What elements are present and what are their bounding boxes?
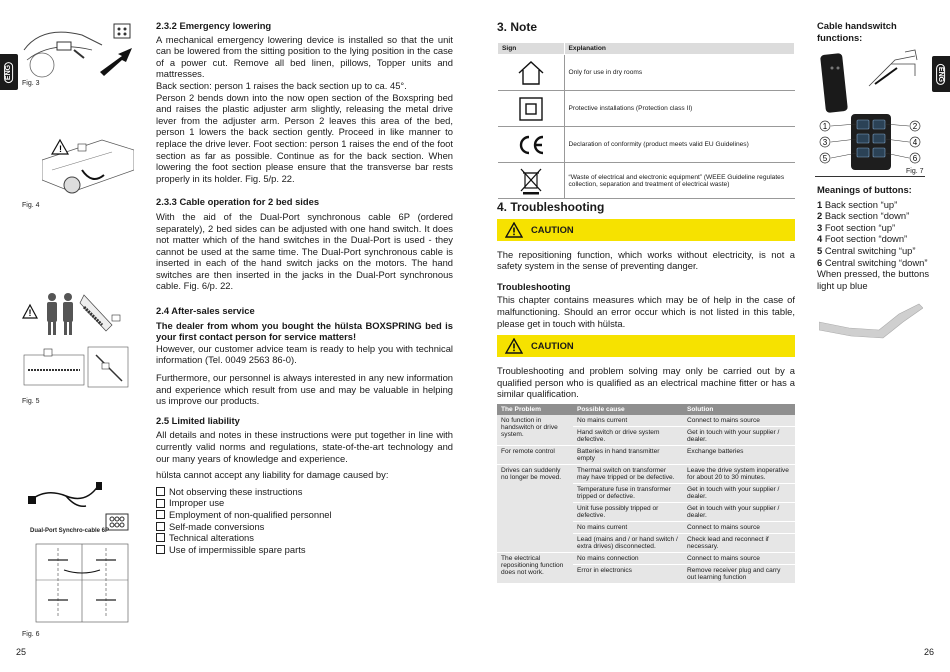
heading-cable-operation: 2.3.3 Cable operation for 2 bed sides (156, 196, 320, 208)
troubleshooting-p3: Troubleshooting and problem solving may only be carried out by a qualified person who is qualified as an electrical machine fitter or has a similar qualification. (497, 365, 795, 400)
fig3-illustration (22, 20, 134, 80)
troubleshooting-section (497, 202, 795, 400)
liability-p2: hülsta cannot accept any liability for damage caused by: (156, 469, 389, 481)
checkbox-icon (156, 487, 165, 496)
callout-label: 5 (822, 154, 828, 163)
table-row: Drives can suddenly no longer be moved. Thermal switch on transformer may have tripped or be defective. Leave the drive system inoperative for about 20 to 30 minutes. (497, 465, 795, 484)
sign-explanation: Declaration of conformity (product meets valid EU Guidelines) (564, 127, 795, 163)
sign-explanation: Only for use in dry rooms (564, 55, 795, 91)
table-row: Unit fuse possibly tripped or defective. Get in touch with your supplier / dealer. (497, 503, 795, 522)
callout-label: 1 (822, 122, 828, 131)
page-number-right: 26 (924, 647, 935, 657)
checkbox-icon (156, 510, 165, 519)
svg-text:!: ! (28, 308, 32, 318)
subheading-troubleshooting: Troubleshooting (497, 280, 571, 292)
callout-label: 3 (822, 138, 828, 147)
handswitch-heading: Cable handswitch functions: (817, 20, 897, 43)
after-sales-p2: Furthermore, our personnel is always interested in any new information and experience which result from use and may be valuable in helping us improve our products. (156, 372, 453, 407)
heading-after-sales: 2.4 After-sales service (156, 305, 255, 317)
svg-text:!: ! (59, 144, 62, 154)
caution-banner: CAUTION (497, 219, 795, 241)
bed-position-illustration (819, 300, 923, 342)
sign-explanation: “Waste of electrical and electronic equipment” (WEEE Guideline regulates collection, separation and treatment of electrical waste) (564, 163, 795, 199)
heading-troubleshooting: 4. Troubleshooting (497, 200, 605, 214)
list-item: Self-made conversions (156, 521, 453, 533)
fig5-label: Fig. 5 (22, 398, 40, 405)
fig6-illustration (34, 540, 130, 626)
weee-bin-icon (519, 167, 543, 195)
warning-icon (505, 338, 523, 354)
sign-col-header: Sign (498, 43, 565, 55)
table-row: No mains current Connect to mains source (497, 522, 795, 534)
table-row (498, 127, 795, 163)
fig7-label: Fig. 7 (906, 168, 924, 175)
checkbox-icon (156, 545, 165, 554)
heading-emergency-lowering: 2.3.2 Emergency lowering (156, 20, 272, 31)
buttons-note: When pressed, the buttons light up blue (817, 268, 930, 291)
explanation-col-header: Explanation (564, 43, 795, 55)
list-item: Improper use (156, 497, 453, 509)
list-item: 3 Foot section “up” (817, 221, 896, 233)
callout-label: 2 (912, 122, 918, 131)
checkbox-icon (156, 499, 165, 508)
house-icon (516, 60, 546, 86)
emergency-lowering-p2: Back section: person 1 raises the back section up to ca. 45°. (156, 79, 407, 91)
table-row: The electrical repositioning function does not work. No mains connection Connect to mains source (497, 553, 795, 565)
sign-explanation: Protective installations (Protection class II) (564, 91, 795, 127)
table-row: No function in handswitch or drive system. No mains current Connect to mains source (497, 415, 795, 427)
sign-table (497, 42, 795, 199)
after-sales-bold: The dealer from whom you bought the hülsta BOXSPRING bed is your first contact person for service matters! (156, 319, 453, 343)
divider (815, 176, 925, 177)
heading-note: 3. Note (497, 20, 538, 34)
table-row: Lead (mains and / or hand switch / extra drives) disconnected. Check lead and reconnect if necessary. (497, 534, 795, 553)
cable-operation-p1: With the aid of the Dual-Port synchronous cable 6P (ordered separately), 2 bed sides can be adjusted with one hand switch. It does not matter which of the hand switches in the Dual-Port is used - they cannot be used at the same time. The Dual-Port synchronous cable is inserted in each of the hand switch jacks on the motors. The hand switches are then inserted in the jacks in the Dual-Port synchronous cable. Fig. 6/p. 22. (156, 210, 453, 292)
language-tab-right: ENG (932, 56, 950, 92)
heading-limited-liability: 2.5 Limited liability (156, 414, 240, 426)
ce-mark-icon (516, 133, 546, 157)
troubleshooting-table (497, 404, 795, 584)
fig6-label: Fig. 6 (22, 631, 40, 638)
emergency-lowering-p1: A mechanical emergency lowering device is installed so that the unit can be lowered from the sitting position to the lying position in the case of a power cut. Remove all bed linen, pillows, Topper units and mattresses. (156, 33, 453, 80)
table-row: For remote control Batteries in hand transmitter empty Exchange batteries (497, 446, 795, 465)
problem-col-header: The Problem (497, 404, 573, 415)
list-item: Technical alterations (156, 532, 453, 544)
callout-label: 6 (912, 154, 918, 163)
troubleshooting-p1: The repositioning function, which works without electricity, is not a safety system in the sense of preventing danger. (497, 248, 795, 272)
protection-class-icon (518, 96, 544, 122)
list-item: 2 Back section “down” (817, 210, 910, 222)
fig3-label: Fig. 3 (22, 80, 40, 87)
list-item: 1 Back section “up” (817, 198, 898, 210)
fig4-label: Fig. 4 (22, 202, 40, 209)
table-row (498, 163, 795, 199)
meanings-list (817, 199, 937, 292)
checkbox-icon (156, 533, 165, 542)
handswitch-button-diagram (817, 112, 925, 172)
page-number-left: 25 (16, 647, 27, 657)
checkbox-icon (156, 522, 165, 531)
fig6-cable-label: Dual-Port Synchro-cable 6P (30, 528, 110, 534)
solution-col-header: Solution (683, 404, 795, 415)
after-sales-p1: However, our customer advice team is ready to help you with technical information (Tel. 0049 2563 86-0). (156, 342, 453, 366)
liability-list (156, 486, 453, 556)
meanings-heading: Meanings of buttons: (817, 184, 912, 195)
table-row: Error in electronics Remove receiver plug and carry out learning function (497, 565, 795, 584)
emergency-lowering-p3: Person 2 bends down into the now open section of the Boxspring bed and raises the plastic adjuster arm slightly, releasing the metal drive lever from the adjuster arm. Person 2 leaves this area of the bed, person 1 lowers the back section gently. Proceed in like manner to replace the drive lever. Foot section: person 1 raises the end of the foot section as far as possible. Continue as for the back section. When lowering the foot section please ensure that the transverse bar rests properly in its holder. Fig. 5/p. 22. (156, 91, 453, 184)
liability-p1: All details and notes in these instructions were put together in line with currently valid norms and regulations, state-of-the-art technology and our many years of knowledge and experience. (156, 429, 453, 464)
list-item: Not observing these instructions (156, 486, 453, 498)
list-item: 6 Central switching “down” (817, 256, 928, 268)
list-item: 5 Central switching “up” (817, 244, 916, 256)
troubleshooting-p2: This chapter contains measures which may be of help in the case of malfunctioning. Should an error occur which is not listed in this table, please get in touch with hülsta. (497, 294, 795, 329)
language-tab-left: ENG (0, 54, 18, 90)
fig4-illustration (42, 130, 134, 202)
left-text-column (156, 20, 453, 555)
cause-col-header: Possible cause (573, 404, 683, 415)
handswitch-remote-illustration (815, 46, 920, 114)
table-row: Hand switch or drive system defective. Get in touch with your supplier / dealer. (497, 427, 795, 446)
troubleshooting-table-wrap (497, 404, 795, 584)
list-item: 4 Foot section “down” (817, 233, 908, 245)
button-meanings (817, 184, 937, 291)
caution-banner: CAUTION (497, 335, 795, 357)
fig5-illustration (22, 285, 134, 397)
note-section (497, 20, 795, 199)
callout-label: 4 (912, 138, 918, 147)
table-row (498, 55, 795, 91)
table-row: Temperature fuse in transformer tripped or defective. Get in touch with your supplier / dealer. (497, 484, 795, 503)
list-item: Employment of non-qualified personnel (156, 509, 453, 521)
table-row (498, 91, 795, 127)
warning-icon (505, 222, 523, 238)
list-item: Use of impermissible spare parts (156, 544, 453, 556)
